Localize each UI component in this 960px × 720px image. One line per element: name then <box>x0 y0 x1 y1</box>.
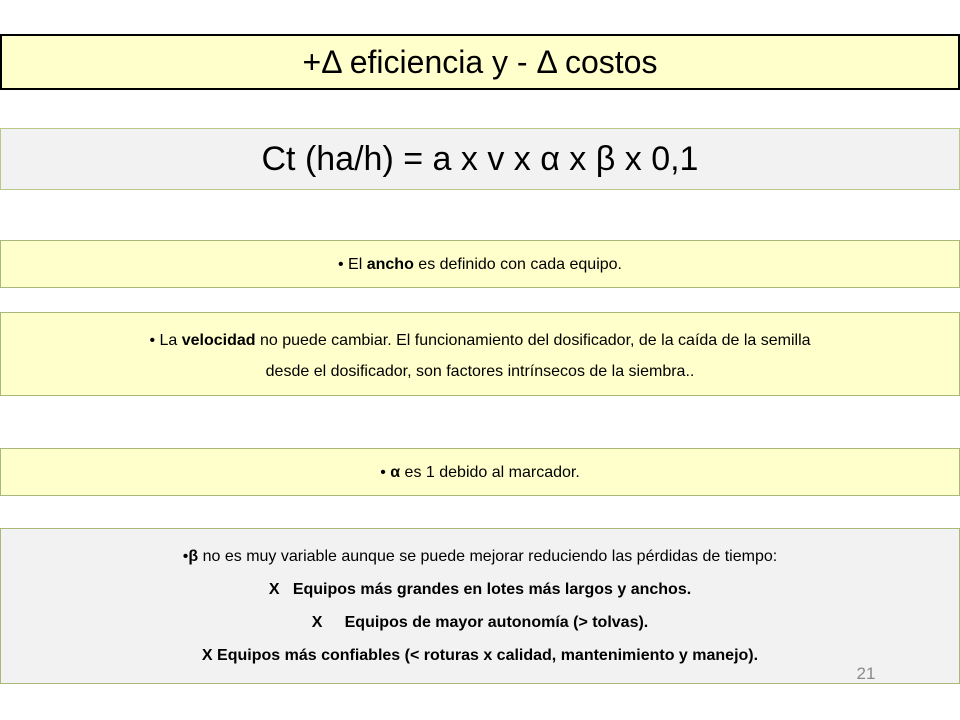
note-ancho <box>0 240 960 288</box>
page-number: 21 <box>856 664 876 683</box>
note-velocidad-pre: La <box>155 332 182 349</box>
formula-box <box>0 128 960 190</box>
bullet: • <box>337 256 344 273</box>
note-alfa-keyword: α <box>385 464 401 481</box>
note-ancho-post: es definido con cada equipo. <box>413 256 622 273</box>
note-velocidad-post: no puede cambiar. El funcionamiento del dosificador, de la caída de la semilla <box>255 332 811 349</box>
slide-title <box>0 34 960 90</box>
note-beta-item: X Equipos de mayor autonomía (> tolvas). <box>311 614 649 631</box>
note-velocidad <box>0 312 960 396</box>
note-alfa <box>0 448 960 496</box>
note-ancho-keyword: ancho <box>366 256 414 273</box>
note-beta-intro <box>1 540 959 573</box>
note-velocidad-line1 <box>1 325 959 356</box>
note-beta-item: X Equipos más grandes en lotes más largos y anchos. <box>268 581 692 598</box>
formula-text: Ct (ha/h) = a x v x α x β x 0,1 <box>261 140 699 178</box>
bullet: • <box>380 464 386 481</box>
bullet: • <box>149 332 156 349</box>
bullet: • <box>182 548 189 565</box>
note-beta <box>0 528 960 684</box>
note-ancho-pre: El <box>343 256 367 273</box>
note-alfa-post: es 1 debido al marcador. <box>400 464 580 481</box>
slide-title-text: +Δ eficiencia y - Δ costos <box>302 44 658 80</box>
note-beta-keyword: β <box>188 548 199 565</box>
note-beta-post: no es muy variable aunque se puede mejorar reduciendo las pérdidas de tiempo: <box>198 548 778 565</box>
note-velocidad-line2: desde el dosificador, son factores intrínsecos de la siembra.. <box>265 363 695 380</box>
note-velocidad-keyword: velocidad <box>181 332 256 349</box>
note-beta-item: X Equipos más confiables (< roturas x calidad, mantenimiento y manejo). <box>201 647 759 664</box>
